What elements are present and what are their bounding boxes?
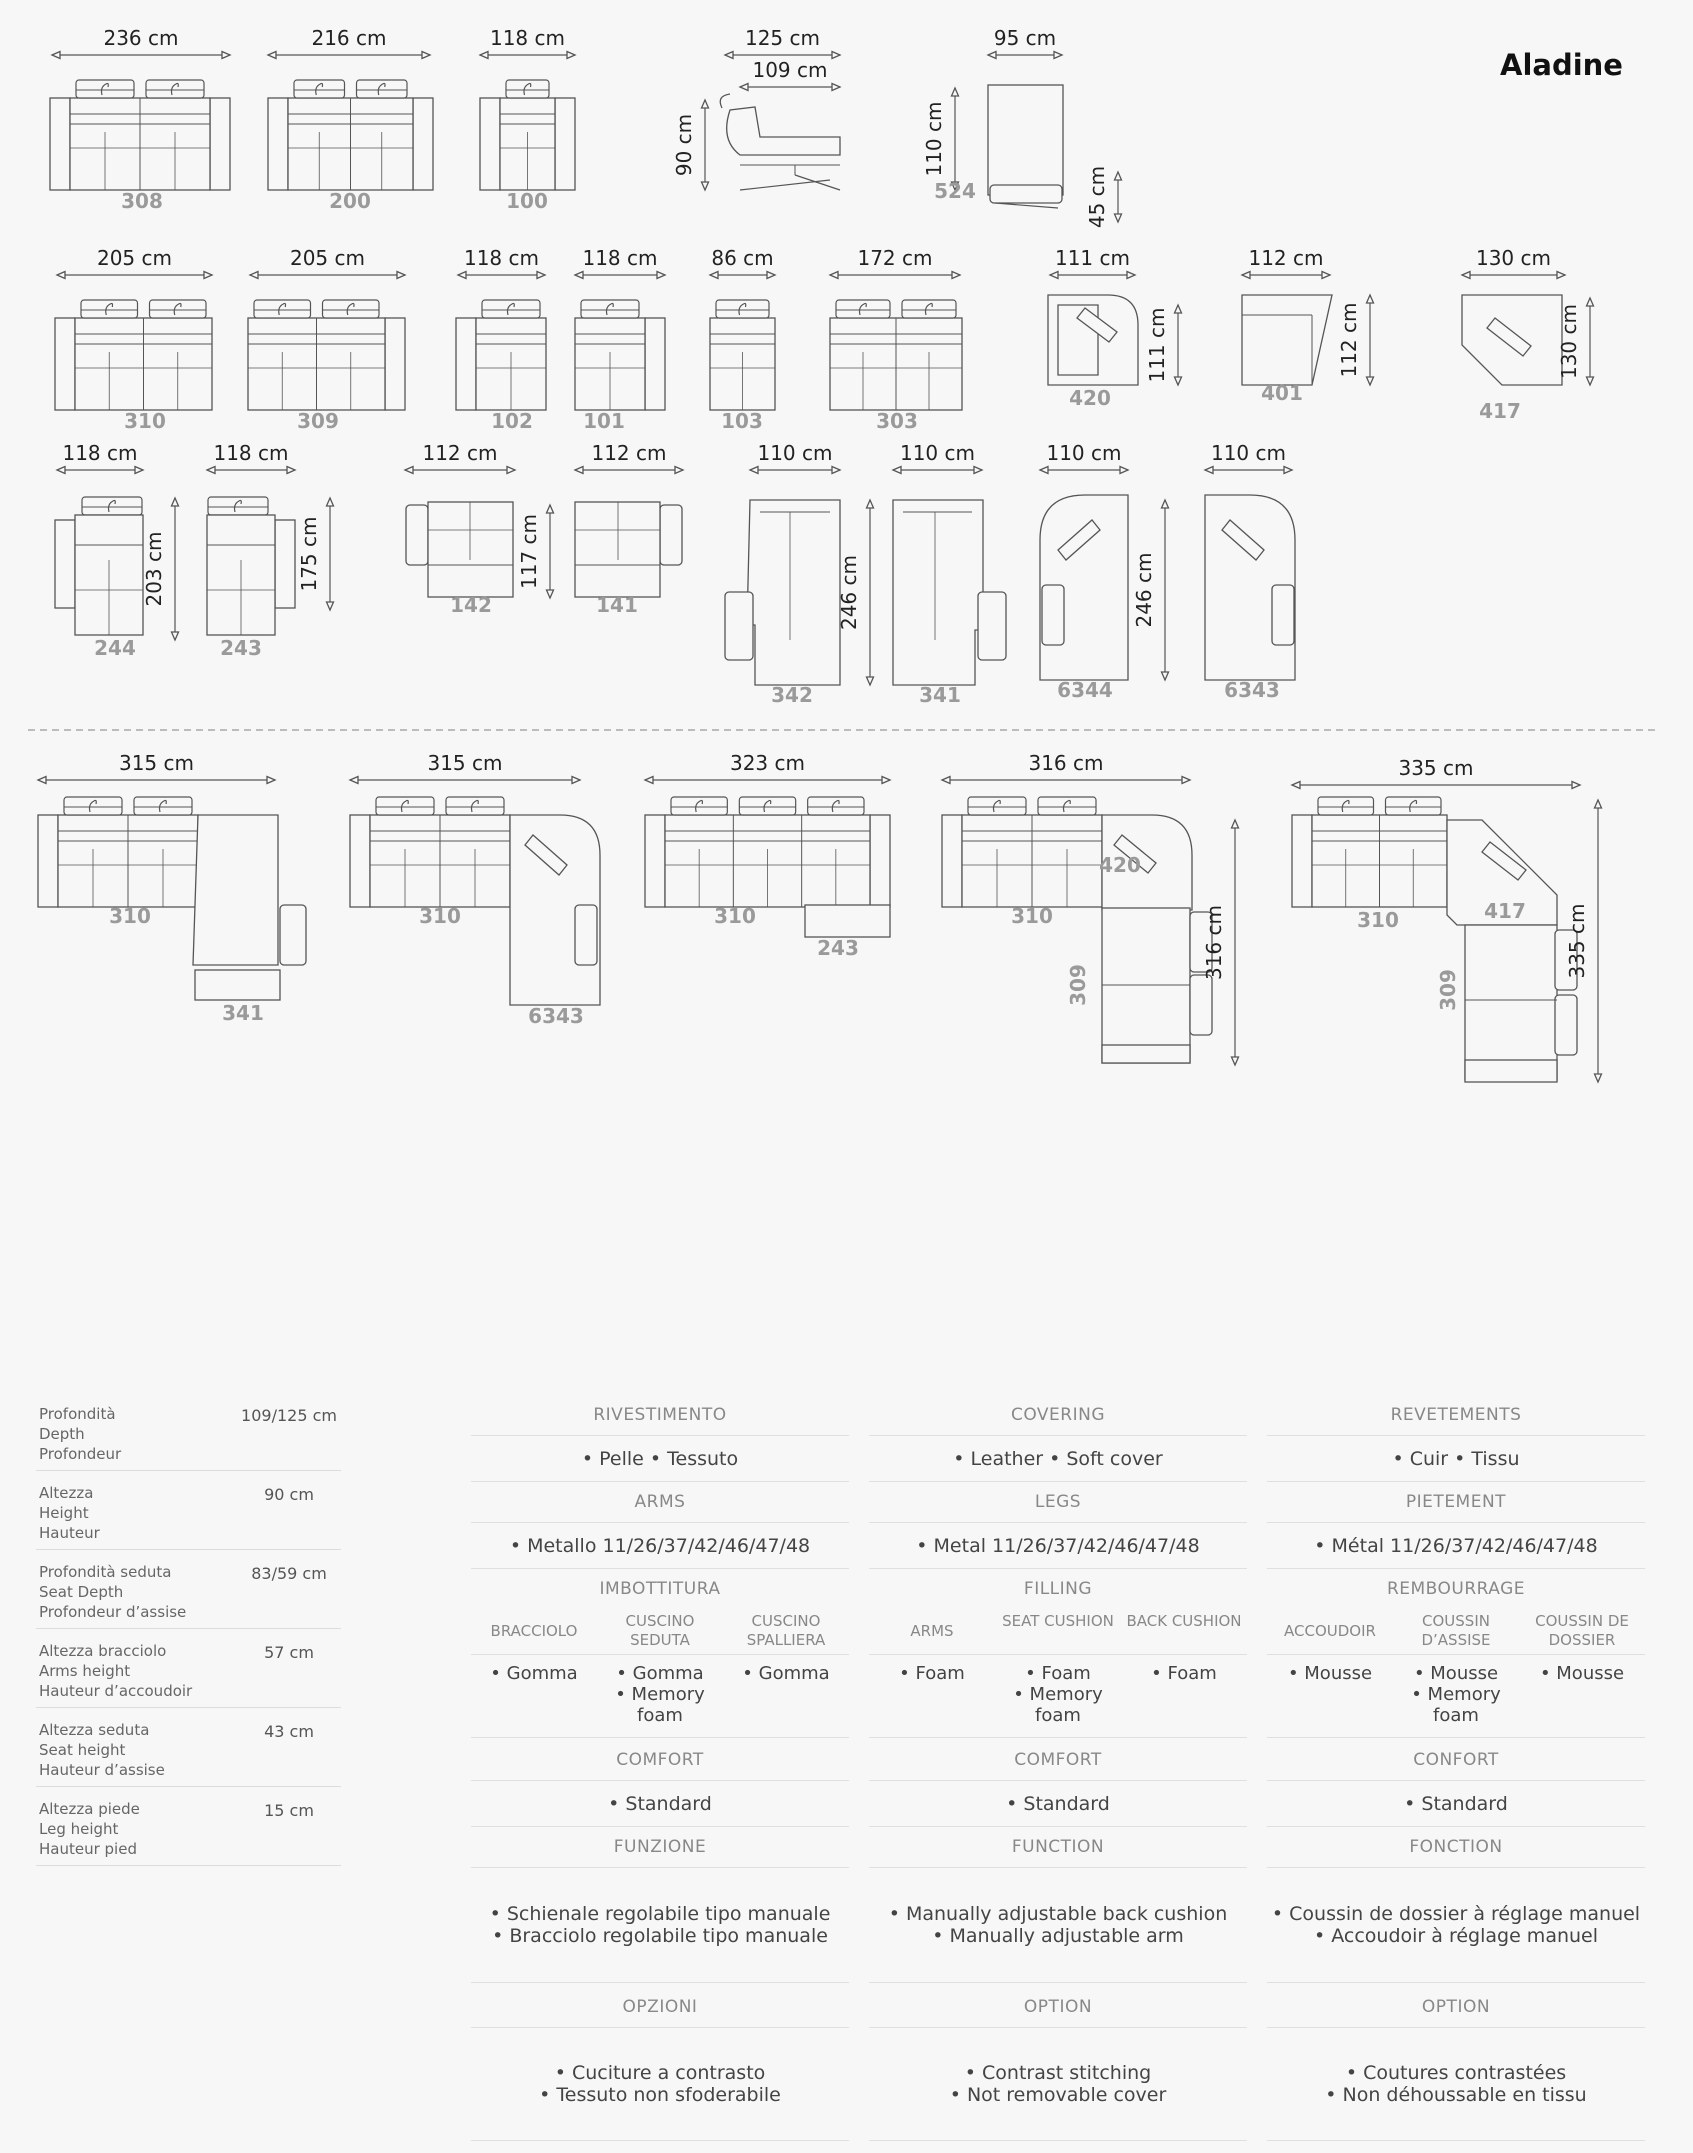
arrow-head — [480, 52, 488, 59]
headrest-icon — [902, 300, 956, 318]
module-342 — [747, 500, 840, 685]
corner-depth-label: 111 cm — [1145, 307, 1169, 383]
arrow-head — [405, 467, 413, 474]
headrest-icon — [208, 497, 268, 515]
filling-sub-back: COUSSIN DE DOSSIER — [1535, 1612, 1629, 1649]
arrow-head — [702, 182, 709, 190]
module-code: 243 — [817, 936, 859, 960]
module-code: 341 — [222, 1001, 264, 1025]
arm-rest — [725, 592, 753, 660]
comfort-value: • Standard — [1267, 1784, 1645, 1827]
arm-rest — [406, 505, 428, 565]
option-2: • Not removable cover — [949, 2084, 1167, 2106]
width-label: 110 cm — [1046, 441, 1122, 465]
arrow-head — [832, 52, 840, 59]
arrow-head — [135, 467, 143, 474]
arrow-head — [1115, 172, 1122, 180]
filling-sub-seat: COUSSIN D’ASSISE — [1421, 1612, 1491, 1649]
arm-rest — [1042, 585, 1064, 645]
arm-rest — [50, 98, 70, 190]
filling-val-arms: • Mousse — [1287, 1663, 1373, 1684]
arrow-head — [1284, 467, 1292, 474]
side-foot — [795, 175, 840, 190]
filling-sub-back: BACK CUSHION — [1126, 1612, 1242, 1630]
module-code: 243 — [220, 636, 262, 660]
function-2: • Accoudoir à réglage manuel — [1313, 1925, 1599, 1947]
spec-value: 83/59 cm — [251, 1564, 327, 1583]
arrow-head — [882, 777, 890, 784]
arrow-head — [397, 272, 405, 279]
module-code: 341 — [919, 683, 961, 707]
arrow-head — [988, 52, 996, 59]
arrow-head — [268, 52, 276, 59]
legs-value: • Metallo 11/26/37/42/46/47/48 — [471, 1526, 849, 1569]
arm-rest — [456, 318, 476, 410]
filling-val-back: • Gomma — [742, 1663, 830, 1684]
headrest-icon — [64, 797, 122, 815]
module-code: 401 — [1261, 381, 1303, 405]
arrow-head — [1242, 272, 1250, 279]
width-label: 315 cm — [427, 751, 503, 775]
pouf-depth-label: 110 cm — [922, 101, 946, 177]
module-code: 6343 — [528, 1004, 584, 1028]
module-code: 310 — [1011, 904, 1053, 928]
covering-header: RIVESTIMENTO — [471, 1395, 849, 1436]
module-code: 308 — [121, 189, 163, 213]
module-depth-label: 117 cm — [517, 513, 541, 590]
module-code: 310 — [419, 904, 461, 928]
arm-rest — [660, 505, 682, 565]
arm-rest — [555, 98, 575, 190]
module-code: 417 — [1484, 899, 1526, 923]
arrow-head — [1572, 782, 1580, 789]
filling-sub-arms: ARMS — [910, 1622, 954, 1640]
arrow-head — [867, 500, 874, 508]
filling-sub-arms: BRACCIOLO — [490, 1622, 578, 1640]
headrest-icon — [146, 80, 204, 98]
module-code: 102 — [491, 409, 533, 433]
arrow-head — [1054, 52, 1062, 59]
spec-row-depth: Profondità Depth Profondeur 109/125 cm — [36, 1398, 341, 1471]
module-code: 342 — [771, 683, 813, 707]
width-label: 118 cm — [62, 441, 138, 465]
arrow-head — [1205, 467, 1213, 474]
option-1: • Cuciture a contrasto — [554, 2062, 766, 2084]
arm-rest — [55, 318, 75, 410]
module-code: 420 — [1069, 386, 1111, 410]
arrow-head — [974, 467, 982, 474]
arrow-head — [547, 590, 554, 598]
arrow-head — [952, 272, 960, 279]
width-label: 112 cm — [422, 441, 498, 465]
spec-row-leg-height: Altezza piede Leg height Hauteur pied 15 cm — [36, 1793, 341, 1866]
width-label: 205 cm — [289, 246, 366, 270]
headrest-icon — [323, 300, 380, 318]
module-code: 200 — [329, 189, 371, 213]
filling-sub-back: CUSCINO SPALLIERA — [746, 1612, 826, 1649]
arrow-head — [1595, 1074, 1602, 1082]
arrow-head — [1292, 782, 1300, 789]
arrow-head — [832, 467, 840, 474]
arrow-head — [1162, 500, 1169, 508]
arrow-head — [1595, 800, 1602, 808]
arrow-head — [750, 467, 758, 474]
arrow-head — [1115, 214, 1122, 222]
width-label: 110 cm — [899, 441, 976, 465]
headrest-icon — [808, 797, 864, 815]
legs-value: • Métal 11/26/37/42/46/47/48 — [1267, 1526, 1645, 1569]
arrow-head — [1367, 295, 1374, 303]
arm-rest — [645, 318, 665, 410]
module-code: 309 — [297, 409, 339, 433]
arrow-head — [1050, 272, 1058, 279]
height-label: 90 cm — [672, 113, 696, 177]
headrest-icon — [357, 80, 408, 98]
filling-val-arms: • Gomma — [490, 1663, 578, 1684]
pouf-height-label: 45 cm — [1085, 165, 1109, 229]
pouf-top — [988, 85, 1063, 195]
width-label: 95 cm — [993, 26, 1057, 50]
function-header: FONCTION — [1267, 1827, 1645, 1868]
arm-rest — [210, 98, 230, 190]
arm-rest — [645, 815, 665, 907]
arrow-head — [675, 467, 683, 474]
arrow-head — [893, 467, 901, 474]
legs-header: PIETEMENT — [1267, 1482, 1645, 1523]
comfort-header: COMFORT — [471, 1740, 849, 1781]
covering-value: • Pelle • Tessuto — [471, 1439, 849, 1482]
width-label: 316 cm — [1028, 751, 1104, 775]
arrow-head — [725, 52, 733, 59]
arrow-head — [287, 467, 295, 474]
arm-rest — [413, 98, 433, 190]
covering-header: REVETEMENTS — [1267, 1395, 1645, 1436]
headrest-icon — [739, 797, 795, 815]
module-code: 417 — [1479, 399, 1521, 423]
arrow-head — [350, 777, 358, 784]
filling-val-arms: • Foam — [899, 1663, 965, 1684]
arrow-head — [57, 467, 65, 474]
module-341 — [893, 500, 983, 685]
arrow-head — [38, 777, 46, 784]
arm-rest — [1272, 585, 1294, 645]
composition-1-chaise — [193, 815, 278, 965]
width-label: 110 cm — [1210, 441, 1287, 465]
spec-value: 109/125 cm — [241, 1406, 337, 1425]
arrow-head — [702, 100, 709, 108]
arrow-head — [832, 84, 840, 91]
arrow-head — [1587, 298, 1594, 306]
corner-depth-label: 112 cm — [1337, 302, 1361, 378]
legs-value: • Metal 11/26/37/42/46/47/48 — [869, 1526, 1247, 1569]
composition-4-base — [1102, 1045, 1190, 1063]
comfort-value: • Standard — [471, 1784, 849, 1827]
option-2: • Non déhoussable en tissu — [1325, 2084, 1587, 2106]
width-label: 172 cm — [857, 246, 933, 270]
module-141 — [575, 502, 660, 597]
side-foot — [740, 180, 830, 190]
covering-header: COVERING — [869, 1395, 1247, 1436]
module-code: 310 — [109, 904, 151, 928]
module-code: 524 — [934, 179, 976, 203]
filling-val-seat: • Mousse • Memory foam — [1411, 1663, 1501, 1726]
headrest-icon — [376, 797, 434, 815]
arrow-head — [710, 272, 718, 279]
option-header: OPTION — [1267, 1987, 1645, 2028]
module-code: 6344 — [1057, 678, 1113, 702]
function-header: FUNZIONE — [471, 1827, 849, 1868]
arrow-head — [222, 52, 230, 59]
arrow-head — [172, 632, 179, 640]
arm-rest — [575, 905, 597, 965]
composition-depth-label: 335 cm — [1565, 903, 1589, 979]
spec-value: 43 cm — [264, 1722, 314, 1741]
headrest-icon — [581, 300, 639, 318]
filling-header: REMBOURRAGE — [1386, 1579, 1526, 1599]
width-label: 110 cm — [757, 441, 833, 465]
headrest-icon — [968, 797, 1026, 815]
function-1: • Schienale regolabile tipo manuale — [489, 1903, 831, 1925]
arrow-head — [1162, 672, 1169, 680]
corner-depth-label: 130 cm — [1557, 303, 1581, 380]
headrest-icon — [254, 300, 311, 318]
option-1: • Contrast stitching — [964, 2062, 1152, 2084]
arrow-head — [1040, 467, 1048, 474]
headrest-icon — [716, 300, 769, 318]
arrow-head — [1557, 272, 1565, 279]
width-label: 111 cm — [1054, 246, 1131, 270]
arrow-head — [1587, 377, 1594, 385]
function-2: • Manually adjustable arm — [932, 1925, 1184, 1947]
module-code: 309 — [1066, 964, 1090, 1006]
module-code: 141 — [596, 593, 638, 617]
width-label: 130 cm — [1475, 246, 1552, 270]
width-label: 205 cm — [96, 246, 173, 270]
spec-row-height: Altezza Height Hauteur 90 cm — [36, 1477, 341, 1550]
filling-header: FILLING — [1023, 1579, 1093, 1599]
arrow-head — [867, 677, 874, 685]
arrow-head — [327, 498, 334, 506]
option-header: OPTION — [869, 1987, 1247, 2028]
arrow-head — [1232, 1057, 1239, 1065]
headrest-icon — [1038, 797, 1096, 815]
module-code: 310 — [124, 409, 166, 433]
arrow-head — [1232, 820, 1239, 828]
width-label: 112 cm — [591, 441, 667, 465]
option-header: OPZIONI — [471, 1987, 849, 2028]
option-2: • Tessuto non sfoderabile — [539, 2084, 781, 2106]
arm-rest — [942, 815, 962, 907]
module-depth-label: 246 cm — [837, 554, 861, 631]
arrow-head — [547, 505, 554, 513]
product-title: Aladine — [1500, 48, 1623, 82]
function-1: • Manually adjustable back cushion — [888, 1903, 1228, 1925]
arrow-head — [645, 777, 653, 784]
depth-top-label: 125 cm — [744, 26, 821, 50]
arm-rest — [275, 520, 295, 608]
arrow-head — [422, 52, 430, 59]
headrest-icon — [446, 797, 504, 815]
headrest-icon — [76, 80, 134, 98]
module-code: 310 — [1357, 908, 1399, 932]
filling-val-seat: • Foam • Memory foam — [1013, 1663, 1103, 1726]
arrow-head — [1367, 377, 1374, 385]
headrest-icon — [482, 300, 540, 318]
module-code: 309 — [1436, 969, 1460, 1011]
arm-rest — [350, 815, 370, 907]
composition-5-base — [1465, 1060, 1557, 1082]
filling-sub-arms: ACCOUDOIR — [1284, 1622, 1376, 1640]
legs-header: ARMS — [471, 1482, 849, 1523]
arrow-head — [172, 498, 179, 506]
covering-value: • Cuir • Tissu — [1267, 1439, 1645, 1482]
arm-rest — [55, 520, 75, 608]
arm-rest — [268, 98, 288, 190]
arrow-head — [830, 272, 838, 279]
composition-5-side — [1465, 925, 1557, 1080]
function-header: FUNCTION — [869, 1827, 1247, 1868]
chaise-base — [195, 970, 280, 1000]
headrest-icon — [150, 300, 207, 318]
module-code: 142 — [450, 593, 492, 617]
headrest-icon — [134, 797, 192, 815]
headrest-icon — [506, 80, 549, 98]
module-401 — [1242, 295, 1332, 385]
arrow-head — [327, 602, 334, 610]
width-label: 315 cm — [118, 751, 195, 775]
arm-rest — [480, 98, 500, 190]
comfort-header: CONFORT — [1267, 1740, 1645, 1781]
width-label: 86 cm — [711, 246, 774, 270]
arrow-head — [1127, 272, 1135, 279]
filling-sub-seat: CUSCINO SEDUTA — [625, 1612, 695, 1649]
arrow-head — [267, 777, 275, 784]
module-code: 310 — [714, 904, 756, 928]
module-code: 244 — [94, 636, 136, 660]
arm-rest — [280, 905, 306, 965]
spec-row-seat-height: Altezza seduta Seat height Hauteur d’assise 43 cm — [36, 1714, 341, 1787]
width-label: 236 cm — [103, 26, 179, 50]
module-code: 303 — [876, 409, 918, 433]
arrow-head — [575, 272, 583, 279]
headrest-icon — [294, 80, 345, 98]
arrow-head — [767, 272, 775, 279]
arrow-head — [1322, 272, 1330, 279]
arrow-head — [458, 272, 466, 279]
spec-value: 90 cm — [264, 1485, 314, 1504]
module-depth-label: 246 cm — [1132, 552, 1156, 628]
headrest-icon — [81, 300, 138, 318]
arm-rest — [1190, 975, 1212, 1035]
composition-depth-label: 316 cm — [1202, 904, 1226, 981]
arm-rest — [1555, 995, 1577, 1055]
arrow-head — [567, 52, 575, 59]
spec-row-arms-height: Altezza bracciolo Arms height Hauteur d’accoudoir 57 cm — [36, 1635, 341, 1708]
arm-rest — [38, 815, 58, 907]
pouf-base — [995, 203, 1058, 208]
filling-val-back: • Foam — [1151, 1663, 1217, 1684]
covering-value: • Leather • Soft cover — [869, 1439, 1247, 1482]
module-code: 101 — [583, 409, 625, 433]
arrow-head — [204, 272, 212, 279]
headrest-icon — [671, 797, 727, 815]
arrow-head — [537, 272, 545, 279]
composition-3-chaise — [805, 905, 890, 937]
arrow-head — [1182, 777, 1190, 784]
spec-value: 15 cm — [264, 1801, 314, 1820]
headrest-icon — [836, 300, 890, 318]
arrow-head — [207, 467, 215, 474]
filling-val-back: • Mousse — [1539, 1663, 1625, 1684]
arrow-head — [657, 272, 665, 279]
arrow-head — [942, 777, 950, 784]
arrow-head — [52, 52, 60, 59]
width-label: 118 cm — [582, 246, 658, 270]
arrow-head — [1120, 467, 1128, 474]
arm-rest — [385, 318, 405, 410]
width-label: 112 cm — [1248, 246, 1324, 270]
arrow-head — [575, 467, 583, 474]
width-label: 118 cm — [489, 26, 566, 50]
filling-header: IMBOTTITURA — [599, 1579, 721, 1599]
arm-rest — [978, 592, 1006, 660]
arrow-head — [507, 467, 515, 474]
arrow-head — [1462, 272, 1470, 279]
chaise-depth-label: 203 cm — [142, 531, 166, 607]
width-label: 323 cm — [729, 751, 806, 775]
option-1: • Coutures contrastées — [1345, 2062, 1567, 2084]
arrow-head — [57, 272, 65, 279]
headrest-icon — [82, 497, 142, 515]
chaise-depth-label: 175 cm — [297, 516, 321, 592]
width-label: 335 cm — [1398, 756, 1474, 780]
comfort-value: • Standard — [869, 1784, 1247, 1827]
filling-sub-seat: SEAT CUSHION — [1002, 1612, 1114, 1630]
comfort-header: COMFORT — [869, 1740, 1247, 1781]
spec-value: 57 cm — [264, 1643, 314, 1662]
arrow-head — [250, 272, 258, 279]
module-code: 103 — [721, 409, 763, 433]
headrest-icon — [1318, 797, 1374, 815]
width-label: 216 cm — [311, 26, 387, 50]
arm-rest — [1292, 815, 1312, 907]
filling-val-seat: • Gomma • Memory foam — [615, 1663, 705, 1726]
module-code: 6343 — [1224, 678, 1280, 702]
arrow-head — [1175, 377, 1182, 385]
function-1: • Coussin de dossier à réglage manuel — [1271, 1903, 1641, 1925]
spec-row-seat-depth: Profondità seduta Seat Depth Profondeur d’assise 83/59 cm — [36, 1556, 341, 1629]
arrow-head — [572, 777, 580, 784]
headrest-icon — [1386, 797, 1442, 815]
depth-inner-label: 109 cm — [752, 58, 828, 82]
legs-header: LEGS — [869, 1482, 1247, 1523]
width-label: 118 cm — [213, 441, 289, 465]
module-code: 420 — [1099, 853, 1141, 877]
pouf-side — [990, 185, 1062, 203]
arm-rest — [870, 815, 890, 907]
side-profile — [727, 107, 840, 155]
arrow-head — [1175, 305, 1182, 313]
arrow-head — [740, 84, 748, 91]
headrest-icon — [720, 94, 730, 108]
function-2: • Bracciolo regolabile tipo manuale — [492, 1925, 828, 1947]
module-142 — [428, 502, 513, 597]
module-code: 100 — [506, 189, 548, 213]
arrow-head — [952, 88, 959, 96]
width-label: 118 cm — [463, 246, 540, 270]
